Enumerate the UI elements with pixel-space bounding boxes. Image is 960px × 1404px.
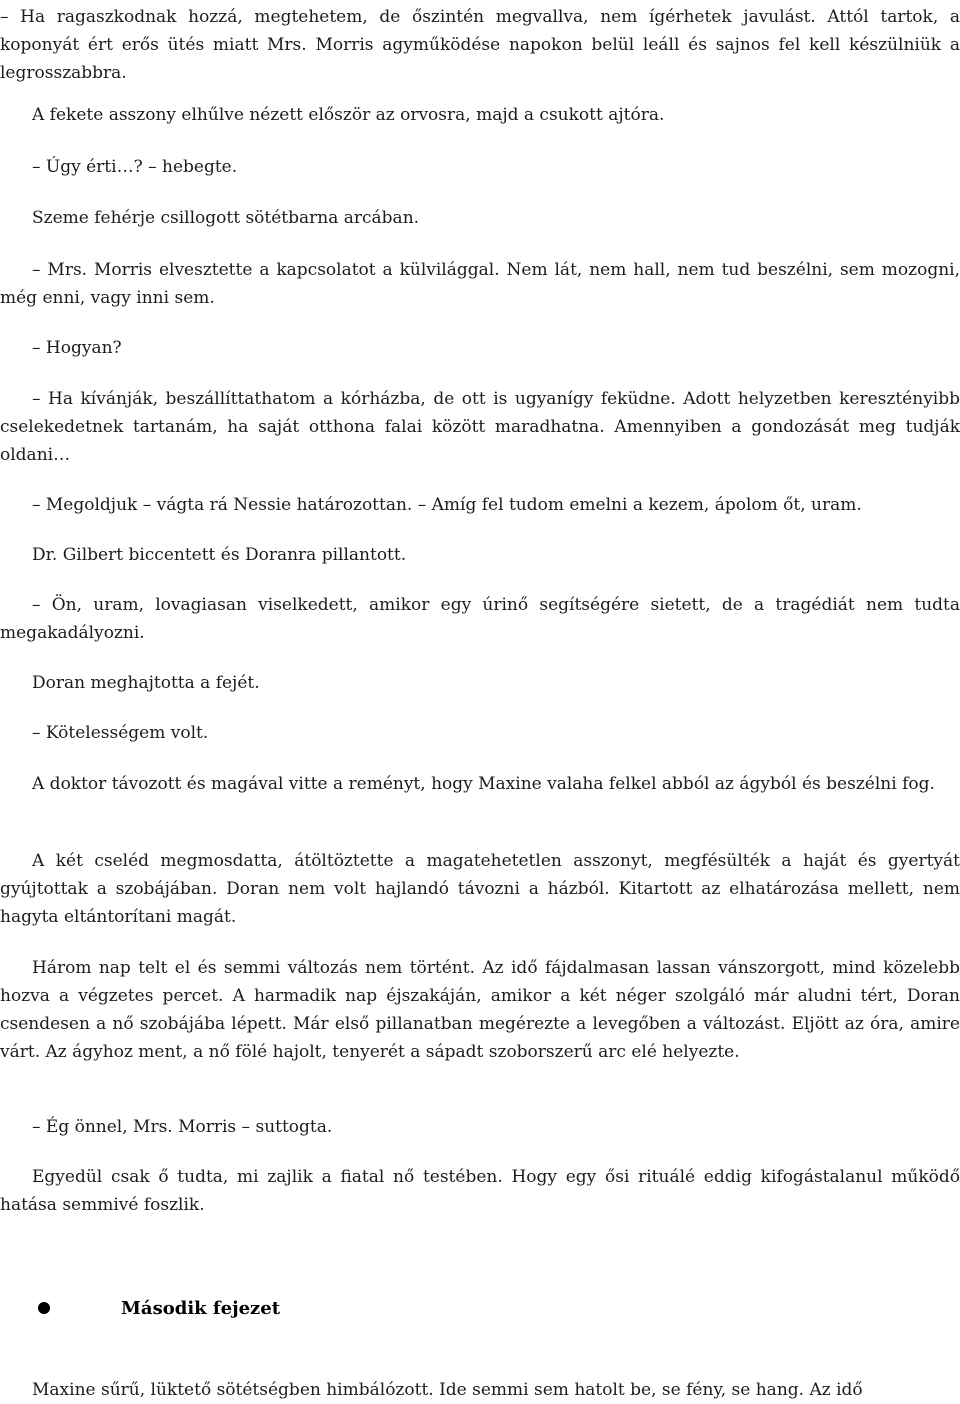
paragraph-4: Szeme fehérje csillogott sötétbarna arcában.: [32, 208, 420, 228]
paragraph-12: – Kötelességem volt.: [32, 723, 209, 743]
paragraph-9: Dr. Gilbert biccentett és Doranra pillantott.: [32, 545, 407, 565]
paragraph-3: – Úgy érti…? – hebegte.: [32, 157, 238, 177]
paragraph-10: – Ön, uram, lovagiasan viselkedett, amikor egy úrinő segítségére sietett, de a tragédiát nem tudta megakadályozni.: [0, 595, 960, 643]
chapter-heading: [38, 1293, 280, 1323]
paragraph-15: Három nap telt el és semmi változás nem történt. Az idő fájdalmasan lassan vánszorgott, mind közelebb hozva a végzetes percet. A harmadik nap éjszakáján, amikor a két néger szolgáló már aludni tért, Doran csendesen a nő szobájába lépett. Már első pillanatban megérezte a levegőben a változást. Eljött az óra, amire várt. Az ágyhoz ment, a nő fölé hajolt, tenyerét a sápadt szoborszerű arc elé helyezte.: [0, 958, 960, 1062]
paragraph-11: Doran meghajtotta a fejét.: [32, 673, 260, 693]
paragraph-2: A fekete asszony elhűlve nézett először az orvosra, majd a csukott ajtóra.: [32, 105, 665, 125]
paragraph-5: – Mrs. Morris elvesztette a kapcsolatot a külvilággal. Nem lát, nem hall, nem tud beszélni, sem mozogni, még enni, vagy inni sem.: [0, 260, 960, 308]
paragraph-1: – Ha ragaszkodnak hozzá, megtehetem, de őszintén megvallva, nem ígérhetek javulást. Attól tartok, a koponyát ért erős ütés miatt Mrs. Morris agyműködése napokon belül leáll és sajnos fel kell készülniük a legrosszabbra.: [0, 7, 960, 83]
bullet-icon: [38, 1302, 50, 1314]
paragraph-17: Egyedül csak ő tudta, mi zajlik a fiatal nő testében. Hogy egy ősi rituálé eddig kifogástalanul működő hatása semmivé foszlik.: [0, 1167, 960, 1215]
paragraph-14: A két cseléd megmosdatta, átöltöztette a magatehetetlen asszonyt, megfésülték a haját és gyertyát gyújtottak a szobájában. Doran nem volt hajlandó távozni a házból. Kitartott az elhatározása mellett, nem hagyta eltántorítani magát.: [0, 851, 960, 927]
chapter-heading-text: Második fejezet: [121, 1297, 281, 1319]
paragraph-6: – Hogyan?: [32, 338, 122, 358]
paragraph-16: – Ég önnel, Mrs. Morris – suttogta.: [32, 1117, 333, 1137]
paragraph-8: – Megoldjuk – vágta rá Nessie határozottan. – Amíg fel tudom emelni a kezem, ápolom őt, uram.: [32, 495, 862, 515]
paragraph-18: Maxine sűrű, lüktető sötétségben himbálózott. Ide semmi sem hatolt be, se fény, se hang. Az idő: [32, 1380, 863, 1400]
paragraph-13: A doktor távozott és magával vitte a reményt, hogy Maxine valaha felkel abból az ágyból és beszélni fog.: [32, 774, 935, 794]
paragraph-7: – Ha kívánják, beszállíttathatom a kórházba, de ott is ugyanígy feküdne. Adott helyzetben keresztényibb cselekedetnek tartanám, ha saját otthona falai között maradhatna. Amennyiben a gondozását meg tudják oldani…: [0, 389, 960, 465]
